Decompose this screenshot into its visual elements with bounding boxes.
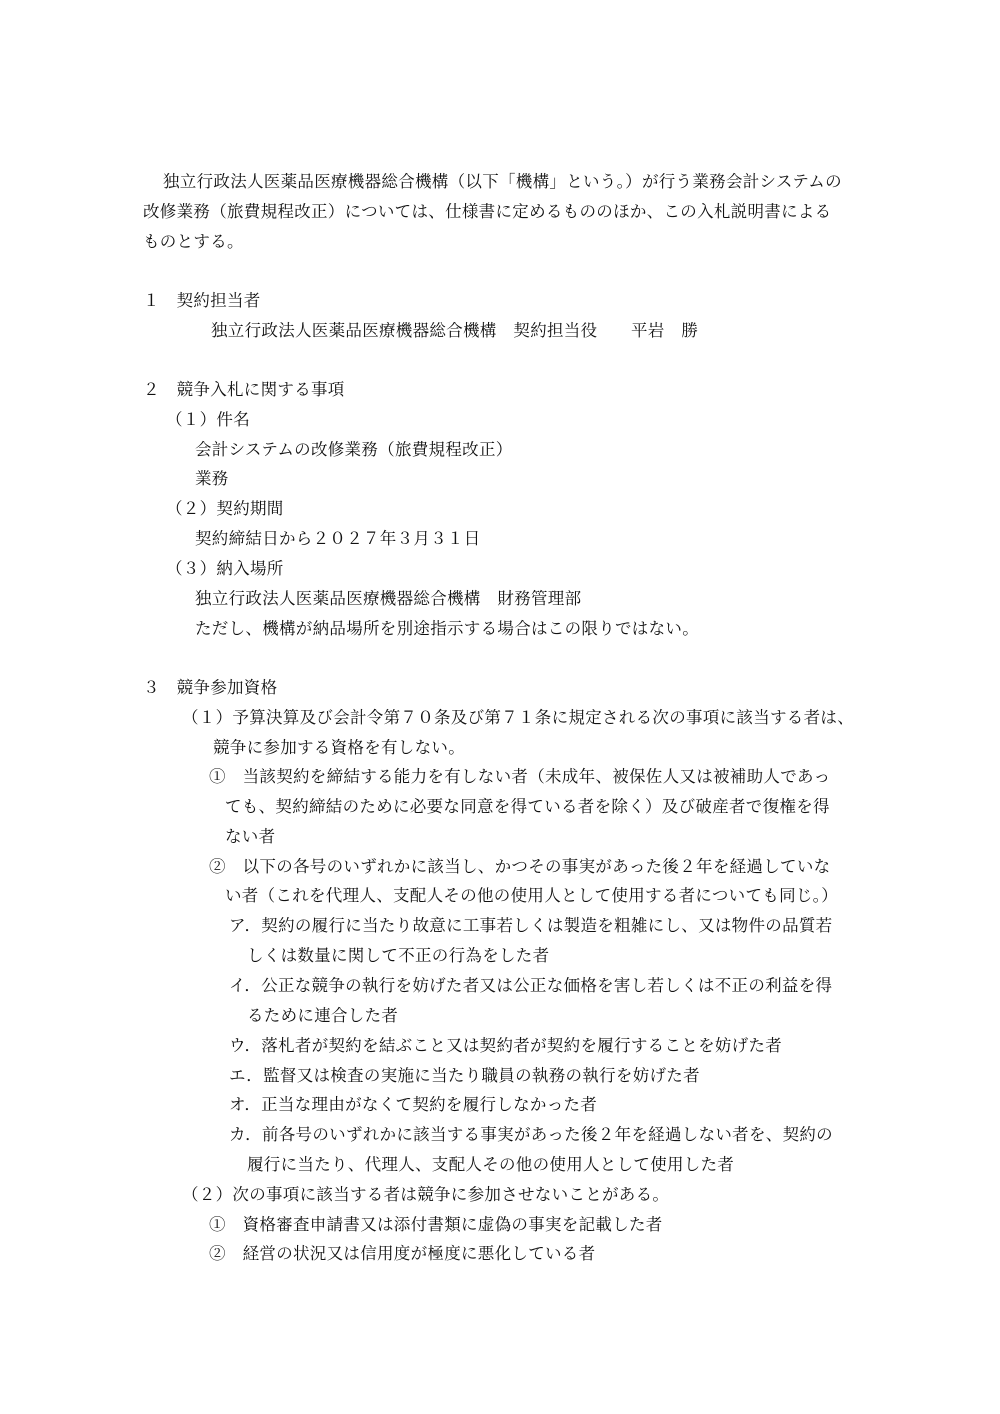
section-3-heading: ３ 競争参加資格 (143, 678, 278, 697)
qualification-1-sub-2-line-2: い者（これを代理人、支配人その他の使用人として使用する者についても同じ。） (225, 886, 839, 905)
clause-i-line-2: るために連合した者 (247, 1006, 399, 1025)
clause-a-line-2: しくは数量に関して不正の行為をした者 (247, 946, 550, 965)
section-2-heading: ２ 競争入札に関する事項 (143, 380, 345, 399)
intro-line-3: ものとする。 (143, 232, 244, 251)
clause-o: オ．正当な理由がなくて契約を履行しなかった者 (229, 1095, 598, 1114)
clause-i-line-1: イ．公正な競争の執行を妨げた者又は公正な価格を害し若しくは不正の利益を得 (229, 976, 833, 995)
section-1-heading: １ 契約担当者 (143, 291, 261, 310)
qualification-1-line-2: 競争に参加する資格を有しない。 (213, 738, 465, 757)
clause-ka-line-1: カ．前各号のいずれかに該当する事実があった後２年を経過しない者を、契約の (229, 1125, 833, 1144)
qualification-1-sub-1-line-2: ても、契約締結のために必要な同意を得ている者を除く）及び破産者で復権を得 (225, 797, 830, 816)
item-delivery-line-1: 独立行政法人医薬品医療機器総合機構 財務管理部 (195, 589, 582, 608)
item-period-line-1: 契約締結日から２０２７年３月３１日 (195, 529, 481, 548)
clause-ka-line-2: 履行に当たり、代理人、支配人その他の使用人として使用した者 (247, 1155, 735, 1174)
qualification-1-line-1: （１）予算決算及び会計令第７０条及び第７１条に規定される次の事項に該当する者は、 (182, 708, 854, 727)
item-subject-label: （１）件名 (166, 410, 250, 429)
item-subject-line-2: 業務 (195, 469, 229, 488)
item-subject-line-1: 会計システムの改修業務（旅費規程改正） (195, 440, 513, 459)
intro-line-1: 独立行政法人医薬品医療機器総合機構（以下「機構」という。）が行う業務会計システムの (163, 172, 842, 191)
item-period-label: （２）契約期間 (166, 499, 284, 518)
clause-a-line-1: ア．契約の履行に当たり故意に工事若しくは製造を粗雑にし、又は物件の品質若 (229, 916, 833, 935)
qualification-2-sub-1: ① 資格審査申請書又は添付書類に虚偽の事実を記載した者 (209, 1215, 663, 1234)
item-delivery-label: （３）納入場所 (166, 559, 284, 578)
qualification-1-sub-1-line-1: ① 当該契約を締結する能力を有しない者（未成年、被保佐人又は被補助人であっ (209, 767, 831, 786)
qualification-1-sub-2-line-1: ② 以下の各号のいずれかに該当し、かつその事実があった後２年を経過していな (209, 857, 831, 876)
intro-line-2: 改修業務（旅費規程改正）については、仕様書に定めるもののほか、この入札説明書による (143, 202, 832, 221)
contract-officer: 独立行政法人医薬品医療機器総合機構 契約担当役 平岩 勝 (211, 321, 699, 340)
clause-e: エ．監督又は検査の実施に当たり職員の執務の執行を妨げた者 (229, 1066, 700, 1085)
item-delivery-line-2: ただし、機構が納品場所を別途指示する場合はこの限りではない。 (195, 619, 699, 638)
qualification-1-sub-1-line-3: ない者 (225, 827, 276, 846)
clause-u: ウ．落札者が契約を結ぶこと又は契約者が契約を履行することを妨げた者 (229, 1036, 783, 1055)
qualification-2-line-1: （２）次の事項に該当する者は競争に参加させないことがある。 (182, 1185, 670, 1204)
qualification-2-sub-2: ② 経営の状況又は信用度が極度に悪化している者 (209, 1244, 596, 1263)
